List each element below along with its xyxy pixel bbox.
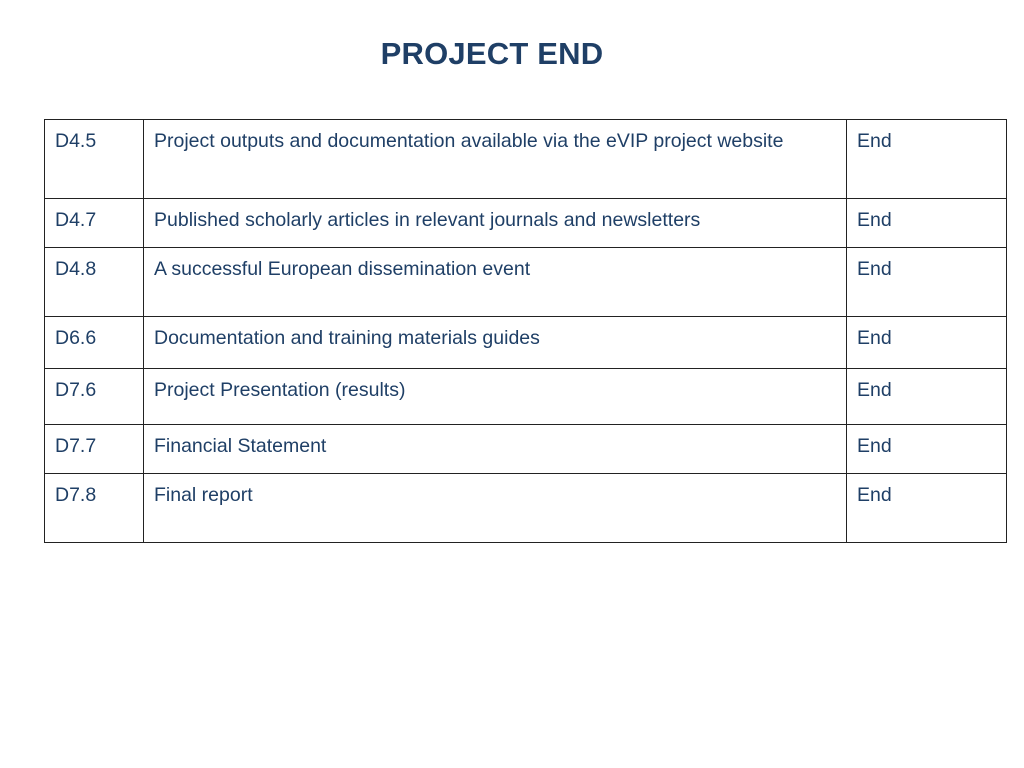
deliverable-timing: End [847, 199, 1007, 248]
deliverable-timing: End [847, 120, 1007, 199]
table-row [45, 248, 1007, 317]
deliverable-description: Project outputs and documentation available via the eVIP project website [144, 120, 847, 199]
deliverable-code: D6.6 [45, 317, 144, 369]
deliverable-description: Documentation and training materials guides [144, 317, 847, 369]
page-title: PROJECT END [380, 36, 604, 71]
deliverable-description: Project Presentation (results) [144, 369, 847, 425]
deliverable-timing: End [847, 369, 1007, 425]
deliverable-code: D7.8 [45, 474, 144, 543]
deliverable-timing: End [847, 425, 1007, 474]
table-row [45, 369, 1007, 425]
deliverable-code: D4.7 [45, 199, 144, 248]
deliverable-timing: End [847, 474, 1007, 543]
table-row [45, 199, 1007, 248]
deliverable-description: Published scholarly articles in relevant journals and newsletters [144, 199, 847, 248]
deliverable-description: Final report [144, 474, 847, 543]
deliverable-description: Financial Statement [144, 425, 847, 474]
deliverable-code: D7.6 [45, 369, 144, 425]
deliverable-code: D7.7 [45, 425, 144, 474]
table-row [45, 474, 1007, 543]
deliverable-code: D4.5 [45, 120, 144, 199]
table-row [45, 317, 1007, 369]
table-row [45, 120, 1007, 199]
table-row [45, 425, 1007, 474]
deliverable-description: A successful European dissemination event [144, 248, 847, 317]
deliverables-table [44, 119, 1007, 543]
deliverable-timing: End [847, 317, 1007, 369]
deliverable-timing: End [847, 248, 1007, 317]
deliverable-code: D4.8 [45, 248, 144, 317]
